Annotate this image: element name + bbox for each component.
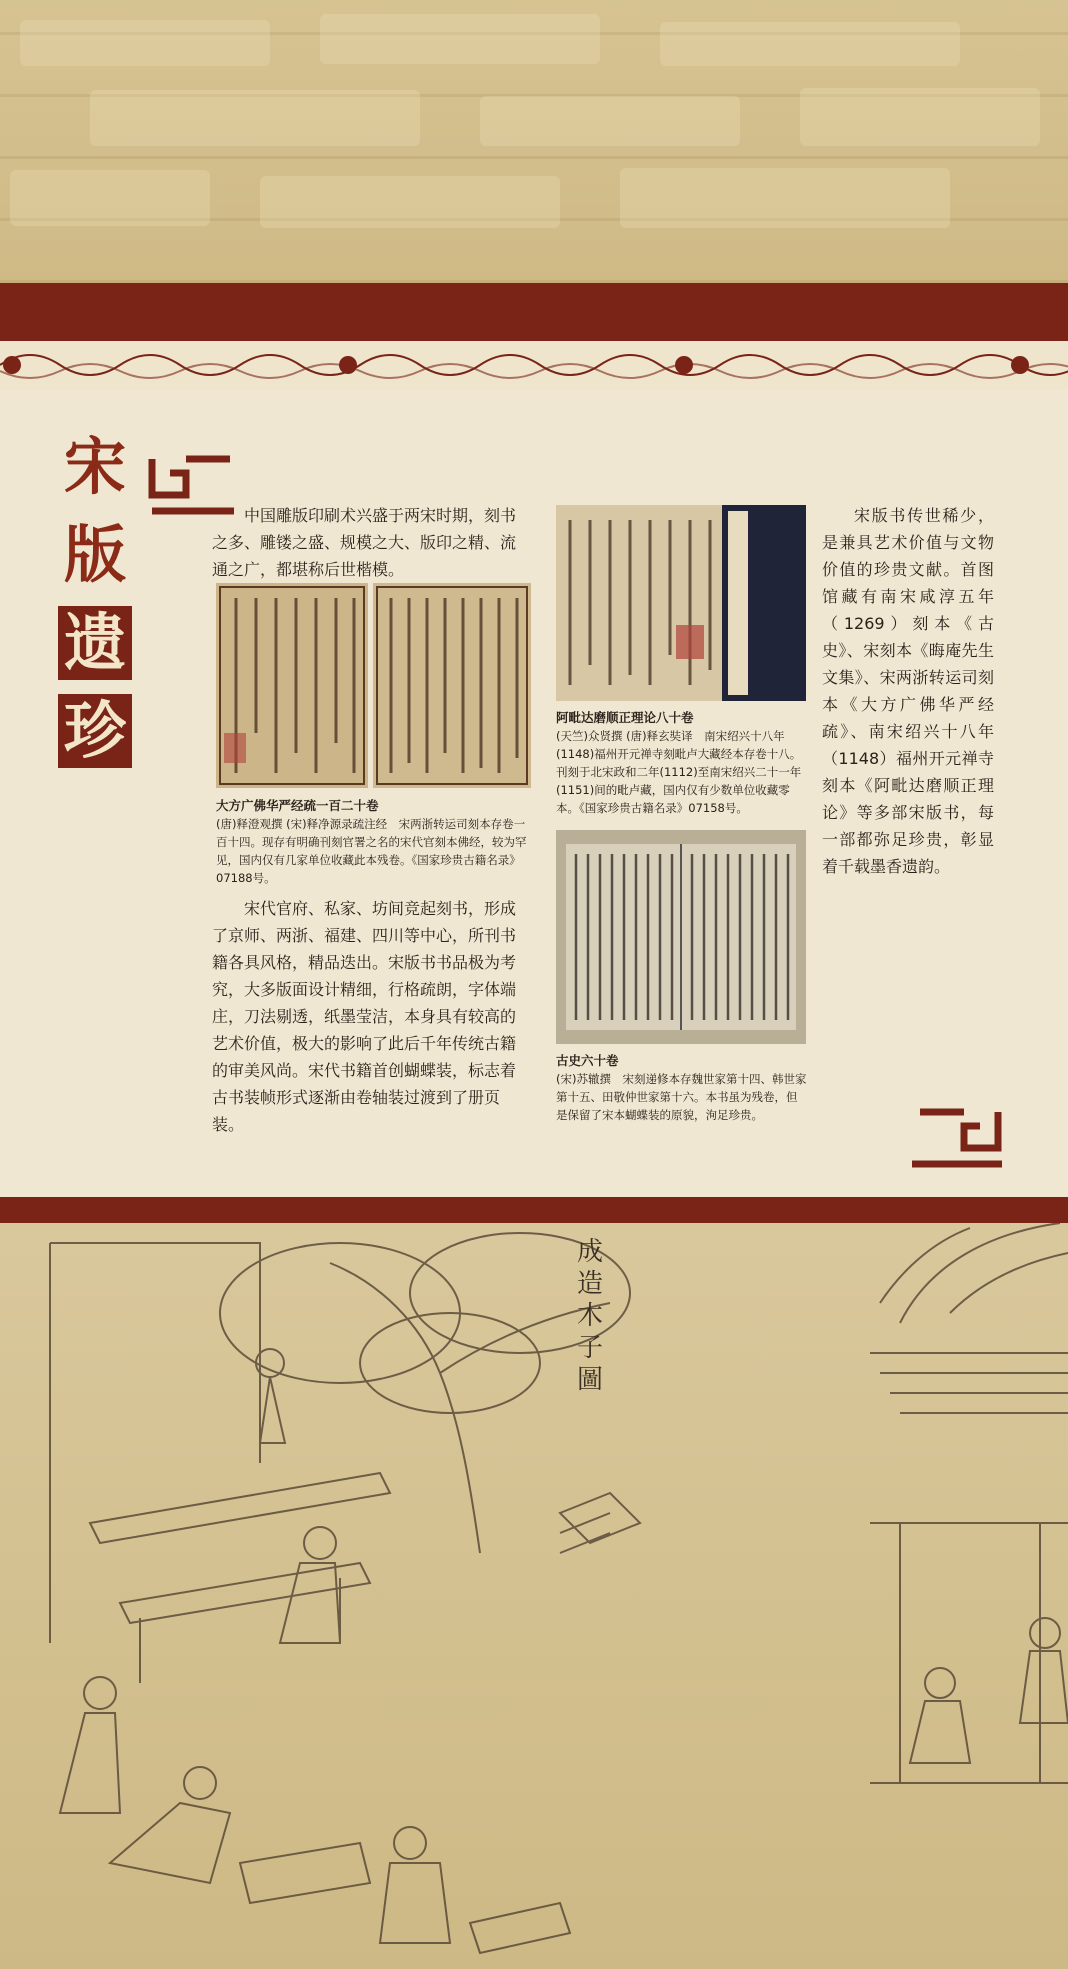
title-char: 版 [63, 518, 126, 591]
woodblock-illustration [0, 1223, 1068, 1969]
right-column-text: 宋版书传世稀少，是兼具艺术价值与文物价值的珍贵文献。首图馆藏有南宋咸淳五年（1269）刻本《古史》、宋刻本《晦庵先生文集》、宋两浙转运司刻本《大方广佛华严经疏》、南宋绍兴十八年（1148）福州开元禅寺刻本《阿毗达磨顺正理论》等多部宋版书，每一部都弥足珍贵，彰显着千载墨香遗韵。 [822, 506, 994, 876]
cloud-pattern-border [0, 341, 1068, 389]
book3-photo [556, 830, 806, 1044]
book1-title: 大方广佛华严经疏一百二十卷 [216, 798, 379, 813]
title-char: 遗 [58, 606, 132, 680]
book1-photo-right [373, 583, 531, 788]
exhibition-title [58, 430, 134, 782]
intro-paragraph: 中国雕版印刷术兴盛于两宋时期，刻书之多、雕镂之盛、规模之大、版印之精、流通之广，都堪称后世楷模。 [212, 506, 517, 579]
book2-caption [556, 709, 808, 817]
top-red-band [0, 283, 1068, 341]
bottom-red-band [0, 1197, 1068, 1223]
book3-description: (宋)苏辙撰 宋刻递修本存魏世家第十四、韩世家第十五、田敬仲世家第十六。本书虽为残卷，但是保留了宋本蝴蝶装的原貌，洵足珍贵。 [556, 1072, 807, 1122]
book2-description: (天竺)众贤撰 (唐)释玄奘译 南宋绍兴十八年(1148)福州开元禅寺刻毗卢大藏经本存卷十八。刊刻于北宋政和二年(1112)至南宋绍兴二十一年(1151)间的毗卢藏，国内仅有少数单位收藏零本。《国家珍贵古籍名录》07158号。 [556, 729, 802, 815]
fret-ornament-icon [912, 1108, 1002, 1168]
title-char: 宋 [63, 430, 126, 503]
book3-title: 古史六十卷 [556, 1053, 619, 1068]
book3-caption [556, 1052, 808, 1124]
book2-photo [556, 505, 806, 701]
paragraph-song-printing: 宋代官府、私家、坊间竞起刻书，形成了京师、两浙、福建、四川等中心，所刊书籍各具风格，精品迭出。宋版书书品极为考究，大多版面设计精细，行格疏朗，字体端庄，刀法剔透，纸墨莹洁，本身具有较高的艺术价值，极大的影响了此后千年传统古籍的审美风尚。宋代书籍首创蝴蝶装，标志着古书装帧形式逐渐由卷轴装过渡到了册页装。 [212, 899, 517, 1134]
book1-caption [216, 797, 531, 887]
book1-description: (唐)释澄观撰 (宋)释净源录疏注经 宋两浙转运司刻本存卷一百十四。现存有明确刊刻官署之名的宋代官刻本佛经，较为罕见，国内仅有几家单位收藏此本残卷。《国家珍贵古籍名录》07188号。 [216, 817, 527, 885]
title-char: 珍 [58, 694, 132, 768]
illustration-title: 成造木子圖 [576, 1237, 603, 1395]
book1-photo-left [216, 583, 368, 788]
book2-title: 阿毗达磨顺正理论八十卷 [556, 710, 694, 725]
brick-wall-background [0, 0, 1068, 283]
